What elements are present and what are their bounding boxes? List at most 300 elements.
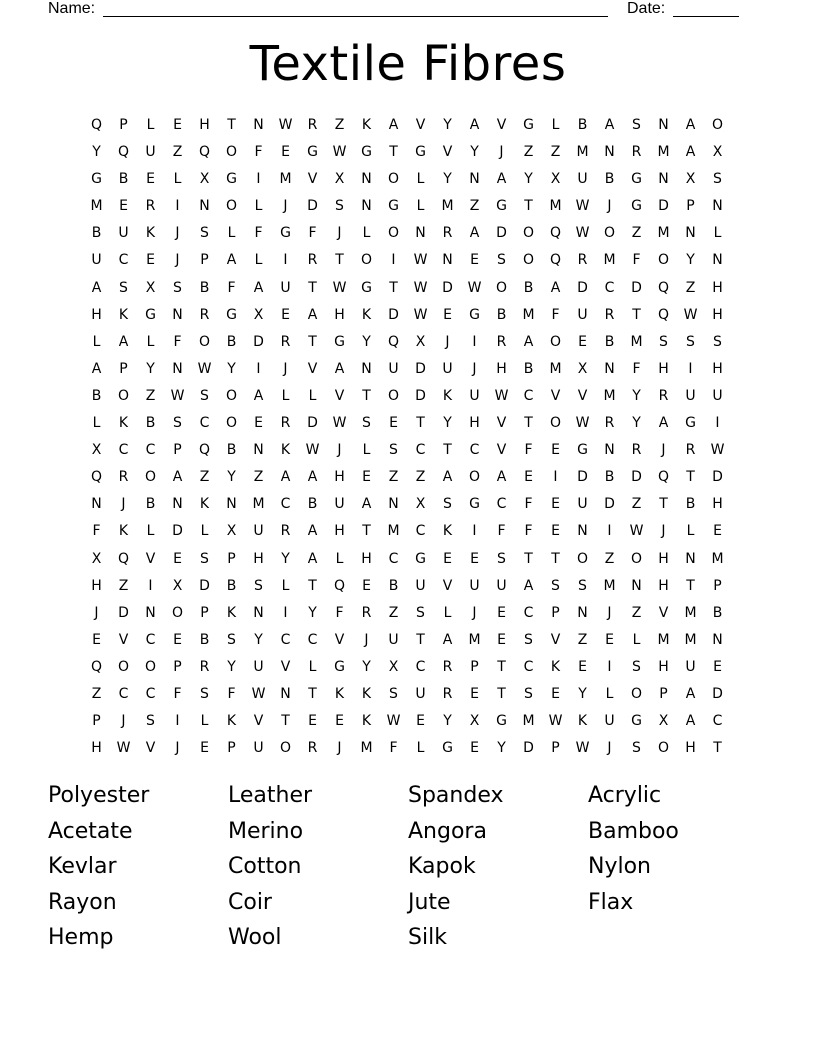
grid-letter[interactable]: O [495,279,508,296]
grid-letter[interactable]: C [523,387,534,404]
grid-letter[interactable]: C [604,279,615,296]
grid-letter[interactable]: E [173,550,182,567]
grid-letter[interactable]: Z [118,577,129,594]
grid-letter[interactable]: S [524,631,533,648]
grid-letter[interactable]: S [632,658,641,675]
grid-letter[interactable]: T [551,550,560,567]
grid-letter[interactable]: O [522,252,535,269]
grid-letter[interactable]: L [335,550,344,567]
grid-letter[interactable]: N [577,523,588,540]
grid-letter[interactable]: B [226,333,237,350]
grid-letter[interactable]: N [712,631,723,648]
grid-letter[interactable]: J [607,604,612,621]
grid-letter[interactable]: R [307,740,318,757]
grid-letter[interactable]: O [387,225,400,242]
grid-letter[interactable]: D [415,360,426,377]
grid-letter[interactable]: D [415,387,426,404]
grid-letter[interactable]: L [416,171,425,188]
grid-letter[interactable]: I [175,713,180,730]
grid-letter[interactable]: V [307,360,318,377]
grid-letter[interactable]: X [199,171,210,188]
grid-letter[interactable]: U [334,496,345,513]
grid-letter[interactable]: U [388,631,399,648]
grid-letter[interactable]: U [712,387,723,404]
grid-letter[interactable]: X [334,171,345,188]
grid-letter[interactable]: L [200,713,209,730]
grid-letter[interactable]: B [685,496,696,513]
grid-letter[interactable]: G [577,442,588,459]
grid-letter[interactable]: A [685,685,696,702]
grid-letter[interactable]: H [658,577,669,594]
grid-letter[interactable]: T [524,550,533,567]
grid-letter[interactable]: B [496,306,507,323]
grid-letter[interactable]: P [119,360,128,377]
grid-letter[interactable]: Z [550,144,561,161]
grid-letter[interactable]: Z [685,279,696,296]
grid-letter[interactable]: N [253,117,264,133]
grid-letter[interactable]: A [253,387,264,404]
grid-letter[interactable]: N [253,442,264,459]
grid-letter[interactable]: D [604,496,615,513]
grid-letter[interactable]: K [118,306,129,323]
grid-letter[interactable]: C [199,415,210,432]
grid-letter[interactable]: L [632,631,641,648]
grid-letter[interactable]: J [472,360,477,377]
grid-letter[interactable]: T [362,523,371,540]
grid-letter[interactable]: O [117,658,130,675]
grid-letter[interactable]: D [253,333,264,350]
grid-letter[interactable]: W [332,279,347,296]
grid-letter[interactable]: B [577,117,588,133]
grid-letter[interactable]: I [553,469,558,486]
grid-letter[interactable]: F [524,523,533,540]
grid-letter[interactable]: J [499,144,504,161]
grid-letter[interactable]: O [657,252,670,269]
grid-letter[interactable]: Z [469,198,480,215]
grid-letter[interactable]: R [658,387,669,404]
grid-letter[interactable]: B [91,387,102,404]
grid-letter[interactable]: R [604,306,615,323]
grid-letter[interactable]: N [226,496,237,513]
grid-letter[interactable]: W [116,740,131,757]
grid-letter[interactable]: V [253,713,264,730]
grid-letter[interactable]: L [308,387,317,404]
grid-letter[interactable]: X [415,333,426,350]
grid-letter[interactable]: O [225,144,238,161]
grid-letter[interactable]: B [145,496,156,513]
grid-letter[interactable]: F [524,496,533,513]
grid-letter[interactable]: N [658,171,669,188]
grid-letter[interactable]: G [469,496,480,513]
grid-letter[interactable]: Z [523,144,534,161]
grid-letter[interactable]: P [173,658,182,675]
grid-letter[interactable]: A [91,279,102,296]
grid-letter[interactable]: I [472,333,477,350]
grid-letter[interactable]: T [416,631,425,648]
grid-letter[interactable]: T [713,740,722,757]
grid-letter[interactable]: J [337,225,342,242]
grid-letter[interactable]: L [713,225,722,242]
grid-letter[interactable]: E [470,685,479,702]
grid-letter[interactable]: C [307,631,318,648]
grid-letter[interactable]: T [524,198,533,215]
grid-letter[interactable]: E [254,415,263,432]
grid-letter[interactable]: E [281,144,290,161]
grid-letter[interactable]: C [118,442,129,459]
grid-letter[interactable]: B [712,604,723,621]
grid-letter[interactable]: Q [198,144,211,161]
grid-letter[interactable]: V [334,631,345,648]
grid-letter[interactable]: L [146,523,155,540]
grid-letter[interactable]: V [145,740,156,757]
grid-letter[interactable]: G [226,171,237,188]
grid-letter[interactable]: D [631,279,642,296]
grid-letter[interactable]: A [307,469,318,486]
grid-letter[interactable]: U [145,144,156,161]
grid-letter[interactable]: E [551,523,560,540]
grid-letter[interactable]: P [173,442,182,459]
grid-letter[interactable]: A [685,144,696,161]
grid-letter[interactable]: Y [362,333,371,350]
grid-letter[interactable]: V [550,631,561,648]
grid-letter[interactable]: C [415,658,426,675]
grid-letter[interactable]: Y [632,387,641,404]
grid-letter[interactable]: B [604,171,615,188]
grid-letter[interactable]: T [686,577,695,594]
grid-letter[interactable]: N [415,225,426,242]
grid-letter[interactable]: D [523,740,534,757]
grid-letter[interactable]: D [388,306,399,323]
grid-letter[interactable]: O [117,387,130,404]
grid-letter[interactable]: M [711,550,724,567]
grid-letter[interactable]: M [576,144,589,161]
grid-letter[interactable]: R [145,198,156,215]
grid-letter[interactable]: Z [388,604,399,621]
grid-letter[interactable]: J [121,496,126,513]
grid-letter[interactable]: C [496,496,507,513]
grid-letter[interactable]: Q [198,442,211,459]
grid-letter[interactable]: M [549,198,562,215]
grid-letter[interactable]: L [146,333,155,350]
grid-letter[interactable]: N [442,252,453,269]
grid-letter[interactable]: N [172,496,183,513]
grid-letter[interactable]: U [469,577,480,594]
grid-letter[interactable]: Y [443,415,452,432]
grid-letter[interactable]: R [307,252,318,269]
grid-letter[interactable]: D [712,469,723,486]
grid-letter[interactable]: B [226,577,237,594]
grid-letter[interactable]: E [470,252,479,269]
grid-letter[interactable]: N [388,496,399,513]
grid-letter[interactable]: G [685,415,696,432]
grid-letter[interactable]: J [607,740,612,757]
grid-letter[interactable]: P [200,604,209,621]
grid-letter[interactable]: E [362,469,371,486]
grid-letter[interactable]: U [442,360,453,377]
grid-letter[interactable]: E [146,171,155,188]
grid-letter[interactable]: P [200,252,209,269]
grid-letter[interactable]: E [578,333,587,350]
grid-letter[interactable]: E [200,740,209,757]
grid-letter[interactable]: N [712,252,723,269]
grid-letter[interactable]: W [332,144,347,161]
grid-letter[interactable]: A [685,713,696,730]
grid-letter[interactable]: B [388,577,399,594]
grid-letter[interactable]: F [308,225,317,242]
grid-letter[interactable]: U [388,360,399,377]
grid-letter[interactable]: J [175,252,180,269]
grid-letter[interactable]: V [442,144,453,161]
grid-letter[interactable]: Z [388,469,399,486]
grid-letter[interactable]: S [389,685,398,702]
grid-letter[interactable]: O [630,550,643,567]
grid-letter[interactable]: A [226,252,237,269]
grid-letter[interactable]: R [631,442,642,459]
grid-letter[interactable]: S [200,225,209,242]
grid-letter[interactable]: Y [497,740,506,757]
grid-letter[interactable]: A [280,469,291,486]
grid-letter[interactable]: H [712,360,723,377]
grid-letter[interactable]: A [685,117,696,133]
grid-letter[interactable]: A [253,279,264,296]
grid-letter[interactable]: E [551,685,560,702]
grid-letter[interactable]: I [688,360,693,377]
grid-letter[interactable]: U [577,171,588,188]
grid-letter[interactable]: J [445,333,450,350]
grid-letter[interactable]: N [658,117,669,133]
grid-letter[interactable]: N [199,198,210,215]
grid-letter[interactable]: K [361,685,372,702]
grid-letter[interactable]: J [283,360,288,377]
grid-letter[interactable]: P [227,550,236,567]
grid-letter[interactable]: D [577,469,588,486]
grid-letter[interactable]: W [197,360,212,377]
grid-letter[interactable]: K [550,658,561,675]
grid-letter[interactable]: P [659,685,668,702]
grid-letter[interactable]: W [548,713,563,730]
grid-letter[interactable]: L [146,117,155,133]
grid-letter[interactable]: N [631,577,642,594]
grid-letter[interactable]: Y [281,550,290,567]
grid-letter[interactable]: K [577,713,588,730]
grid-letter[interactable]: H [469,415,480,432]
grid-letter[interactable]: B [307,496,318,513]
grid-letter[interactable]: E [443,306,452,323]
grid-letter[interactable]: H [496,360,507,377]
grid-letter[interactable]: G [523,117,534,133]
grid-letter[interactable]: K [334,685,345,702]
grid-letter[interactable]: N [91,496,102,513]
grid-letter[interactable]: K [118,415,129,432]
grid-letter[interactable]: T [443,442,452,459]
grid-letter[interactable]: O [144,658,157,675]
grid-letter[interactable]: M [522,306,535,323]
grid-letter[interactable]: E [335,713,344,730]
grid-letter[interactable]: N [253,604,264,621]
grid-letter[interactable]: K [145,225,156,242]
grid-letter[interactable]: L [227,225,236,242]
grid-letter[interactable]: V [118,631,129,648]
grid-letter[interactable]: D [118,604,129,621]
grid-letter[interactable]: P [686,198,695,215]
grid-letter[interactable]: L [686,523,695,540]
grid-letter[interactable]: F [335,604,344,621]
grid-letter[interactable]: B [604,333,615,350]
grid-letter[interactable]: F [173,333,182,350]
grid-letter[interactable]: G [631,171,642,188]
grid-letter[interactable]: C [388,550,399,567]
grid-letter[interactable]: O [360,252,373,269]
grid-letter[interactable]: P [713,577,722,594]
grid-letter[interactable]: M [657,631,670,648]
grid-letter[interactable]: R [631,144,642,161]
grid-letter[interactable]: B [523,360,534,377]
grid-letter[interactable]: E [497,604,506,621]
grid-letter[interactable]: K [199,496,210,513]
grid-letter[interactable]: B [145,415,156,432]
grid-letter[interactable]: A [658,415,669,432]
grid-letter[interactable]: U [604,713,615,730]
grid-letter[interactable]: V [496,442,507,459]
grid-letter[interactable]: S [713,171,722,188]
grid-letter[interactable]: S [200,550,209,567]
grid-letter[interactable]: R [577,252,588,269]
grid-letter[interactable]: C [415,442,426,459]
date-blank-line[interactable] [673,16,739,17]
grid-letter[interactable]: C [280,631,291,648]
grid-letter[interactable]: N [172,360,183,377]
grid-letter[interactable]: G [226,306,237,323]
grid-letter[interactable]: S [497,252,506,269]
grid-letter[interactable]: J [337,740,342,757]
grid-letter[interactable]: Y [227,360,236,377]
grid-letter[interactable]: Y [146,360,155,377]
grid-letter[interactable]: L [281,387,290,404]
grid-letter[interactable]: X [577,360,588,377]
grid-letter[interactable]: D [496,225,507,242]
grid-letter[interactable]: G [631,198,642,215]
grid-letter[interactable]: Y [524,171,533,188]
grid-letter[interactable]: R [442,658,453,675]
grid-letter[interactable]: Y [227,469,236,486]
grid-letter[interactable]: P [92,713,101,730]
grid-letter[interactable]: B [199,279,210,296]
grid-letter[interactable]: W [575,740,590,757]
grid-letter[interactable]: H [658,658,669,675]
grid-letter[interactable]: E [713,523,722,540]
grid-letter[interactable]: M [684,604,697,621]
grid-letter[interactable]: E [119,198,128,215]
grid-letter[interactable]: G [307,144,318,161]
grid-letter[interactable]: E [524,469,533,486]
grid-letter[interactable]: U [685,387,696,404]
grid-letter[interactable]: J [283,198,288,215]
grid-letter[interactable]: K [226,713,237,730]
grid-letter[interactable]: M [468,631,481,648]
grid-letter[interactable]: X [91,442,102,459]
grid-letter[interactable]: O [711,117,724,133]
grid-letter[interactable]: T [362,387,371,404]
grid-letter[interactable]: R [361,604,372,621]
grid-letter[interactable]: W [710,442,725,459]
grid-letter[interactable]: X [226,523,237,540]
grid-letter[interactable]: E [551,442,560,459]
grid-letter[interactable]: W [251,685,266,702]
grid-letter[interactable]: E [578,658,587,675]
grid-letter[interactable]: R [280,415,291,432]
grid-letter[interactable]: Q [117,550,130,567]
grid-letter[interactable]: H [91,306,102,323]
grid-letter[interactable]: D [172,523,183,540]
grid-letter[interactable]: G [388,198,399,215]
grid-letter[interactable]: D [442,279,453,296]
grid-letter[interactable]: Y [308,604,317,621]
grid-letter[interactable]: O [549,333,562,350]
grid-letter[interactable]: J [121,713,126,730]
grid-letter[interactable]: K [226,604,237,621]
grid-letter[interactable]: S [362,415,371,432]
grid-letter[interactable]: M [360,740,373,757]
grid-letter[interactable]: R [496,333,507,350]
grid-letter[interactable]: D [631,469,642,486]
grid-letter[interactable]: N [685,550,696,567]
grid-letter[interactable]: S [227,631,236,648]
grid-letter[interactable]: E [146,252,155,269]
grid-letter[interactable]: H [91,577,102,594]
grid-letter[interactable]: W [386,713,401,730]
grid-letter[interactable]: Z [604,550,615,567]
grid-letter[interactable]: C [469,442,480,459]
grid-letter[interactable]: X [658,713,669,730]
grid-letter[interactable]: O [387,171,400,188]
grid-letter[interactable]: B [604,469,615,486]
grid-letter[interactable]: Y [362,658,371,675]
grid-letter[interactable]: Y [92,144,101,161]
grid-letter[interactable]: I [715,415,720,432]
grid-letter[interactable]: A [523,333,534,350]
grid-letter[interactable]: W [467,279,482,296]
grid-letter[interactable]: K [361,117,372,133]
grid-letter[interactable]: P [470,658,479,675]
grid-letter[interactable]: L [92,333,101,350]
grid-letter[interactable]: S [443,496,452,513]
grid-letter[interactable]: L [362,225,371,242]
grid-letter[interactable]: C [415,523,426,540]
grid-letter[interactable]: F [173,685,182,702]
grid-letter[interactable]: Z [199,469,210,486]
grid-letter[interactable]: M [441,198,454,215]
grid-letter[interactable]: O [279,740,292,757]
grid-letter[interactable]: K [280,442,291,459]
grid-letter[interactable]: A [388,117,399,133]
grid-letter[interactable]: T [632,306,641,323]
grid-letter[interactable]: H [658,360,669,377]
grid-letter[interactable]: R [199,658,210,675]
grid-letter[interactable]: Y [443,117,452,133]
grid-letter[interactable]: Z [253,469,264,486]
grid-letter[interactable]: U [685,658,696,675]
grid-letter[interactable]: N [604,360,615,377]
grid-letter[interactable]: F [254,144,263,161]
grid-letter[interactable]: I [607,523,612,540]
grid-letter[interactable]: G [415,144,426,161]
grid-letter[interactable]: E [389,415,398,432]
grid-letter[interactable]: M [387,523,400,540]
grid-letter[interactable]: X [172,577,183,594]
grid-letter[interactable]: X [388,658,399,675]
grid-letter[interactable]: W [413,252,428,269]
grid-letter[interactable]: T [686,469,695,486]
